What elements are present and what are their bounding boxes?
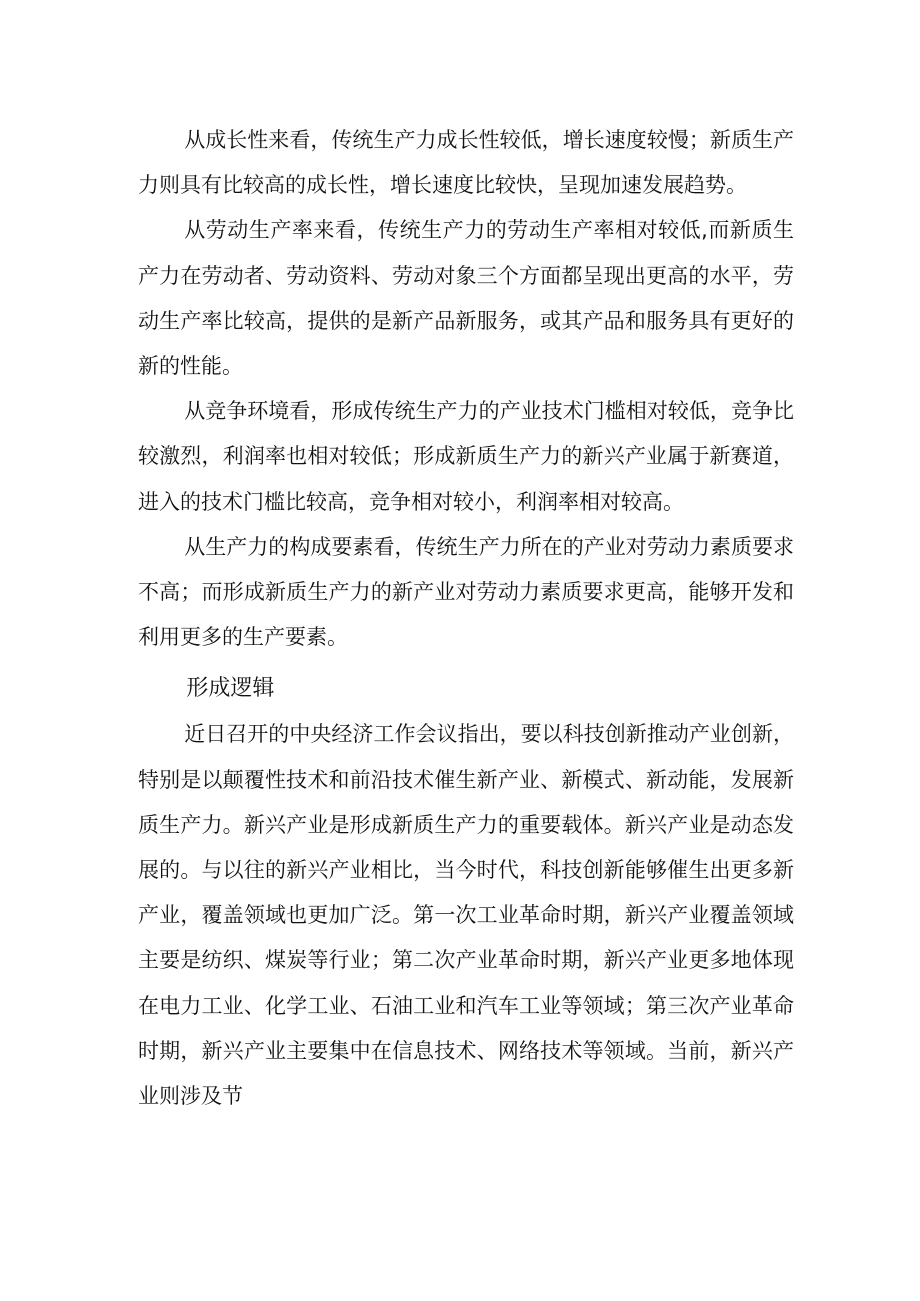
paragraph-growth: 从成长性来看，传统生产力成长性较低，增长速度较慢；新质生产力则具有比较高的成长性，增长速度比较快，呈现加速发展趋势。	[138, 128, 794, 198]
section-heading: 形成逻辑	[186, 676, 275, 702]
paragraph-factors: 从生产力的构成要素看，传统生产力所在的产业对劳动力素质要求不高；而形成新质生产力的新产业对劳动力素质要求更高，能够开发和利用更多的生产要素。	[138, 534, 794, 650]
paragraph-competition: 从竞争环境看，形成传统生产力的产业技术门槛相对较低，竞争比较激烈，利润率也相对较低；形成新质生产力的新兴产业属于新赛道，进入的技术门槛比较高，竞争相对较小，利润率相对较高。	[138, 399, 794, 514]
document-body	[138, 118, 794, 1119]
paragraph-labor-productivity: 从劳动生产率来看，传统生产力的劳动生产率相对较低,而新质生产力在劳动者、劳动资料、劳动对象三个方面都呈现出更高的水平，劳动生产率比较高，提供的是新产品新服务，或其产品和服务具有更好的新的性能。	[138, 218, 794, 379]
paragraph-formation-logic: 近日召开的中央经济工作会议指出，要以科技创新推动产业创新，特别是以颠覆性技术和前沿技术催生新产业、新模式、新动能，发展新质生产力。新兴产业是形成新质生产力的重要载体。新兴产业是动态发展的。与以往的新兴产业相比，当今时代，科技创新能够催生出更多新产业，覆盖领域也更加广泛。第一次工业革命时期，新兴产业覆盖领域主要是纺织、煤炭等行业；第二次产业革命时期，新兴产业更多地体现在电力工业、化学工业、石油工业和汽车工业等领域；第三次产业革命时期，新兴产业主要集中在信息技术、网络技术等领域。当前，新兴产业则涉及节	[138, 722, 794, 1109]
